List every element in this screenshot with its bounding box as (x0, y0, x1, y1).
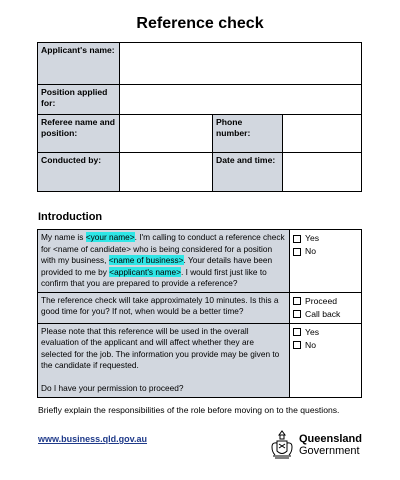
option-label: Yes (305, 233, 320, 243)
intro-script-2: The reference check will take approximately 10 minutes. Is this a good time for you? If not, when would be a better time? (38, 292, 290, 323)
applicant-name-label: Applicant's name: (38, 43, 120, 85)
checkbox-icon[interactable] (293, 248, 301, 256)
phone-field[interactable] (283, 115, 362, 153)
placeholder-business-name: <name of business> (108, 255, 184, 265)
intro-text-part: . I would first just like to confirm that you are prepared to provide a reference? (41, 266, 267, 288)
conducted-by-label: Conducted by: (38, 153, 120, 192)
intro-script-1 (38, 230, 290, 293)
option-label: Call back (305, 308, 341, 319)
intro-options-2 (290, 292, 362, 323)
date-time-label: Date and time: (213, 153, 283, 192)
intro-text-part: My name is (41, 232, 86, 242)
conducted-by-field[interactable] (120, 153, 213, 192)
position-applied-label: Position applied for: (38, 85, 120, 115)
intro-options-3 (290, 323, 362, 397)
placeholder-your-name: <your name> (85, 232, 135, 242)
checkbox-icon[interactable] (293, 341, 301, 349)
introduction-table (37, 229, 362, 398)
queensland-government-logo (269, 428, 369, 462)
option-label: Yes (305, 326, 320, 337)
checkbox-icon[interactable] (293, 235, 301, 243)
intro-text-part: . I'm calling to conduct a reference check for <name of candidate> who is being considered for a position with my business, (41, 232, 285, 265)
option-yes[interactable] (293, 326, 358, 339)
option-yes[interactable] (293, 232, 358, 245)
checkbox-icon[interactable] (293, 297, 301, 305)
option-call-back[interactable] (293, 308, 358, 321)
intro-options-1 (290, 230, 362, 293)
option-proceed[interactable] (293, 295, 358, 308)
applicant-name-field[interactable] (120, 43, 362, 85)
intro-script-3 (38, 323, 290, 397)
referee-label: Referee name and position: (38, 115, 120, 153)
logo-queensland-text: Queensland (299, 433, 362, 445)
page-title: Reference check (136, 15, 264, 32)
checkbox-icon[interactable] (293, 310, 301, 318)
intro-text-part: . Your details have been provided to me by (41, 255, 273, 277)
option-label: Proceed (305, 295, 338, 306)
phone-label: Phone number: (213, 115, 283, 153)
introduction-heading: Introduction (38, 211, 103, 223)
placeholder-applicant-name: <applicant's name> (109, 266, 181, 277)
role-instruction: Briefly explain the responsibilities of the role before moving on to the questions. (38, 405, 340, 415)
checkbox-icon[interactable] (293, 328, 301, 336)
referee-field[interactable] (120, 115, 213, 153)
option-label: No (305, 246, 316, 256)
option-label: No (305, 339, 316, 350)
logo-government-text: Government (299, 445, 360, 457)
position-applied-field[interactable] (120, 85, 362, 115)
permission-text: Please note that this reference will be used in the overall evaluation of the applicant and will affect whether they are selected for the job. The information you provide may be given to the candidate if requested. (41, 325, 280, 370)
candidate-details-table (37, 42, 362, 192)
option-no[interactable] (293, 339, 358, 352)
coat-of-arms-icon (269, 429, 295, 461)
option-no[interactable] (293, 245, 358, 258)
business-website-link[interactable]: www.business.qld.gov.au (38, 434, 148, 444)
permission-question: Do I have your permission to proceed? (41, 383, 184, 393)
date-time-field[interactable] (283, 153, 362, 192)
